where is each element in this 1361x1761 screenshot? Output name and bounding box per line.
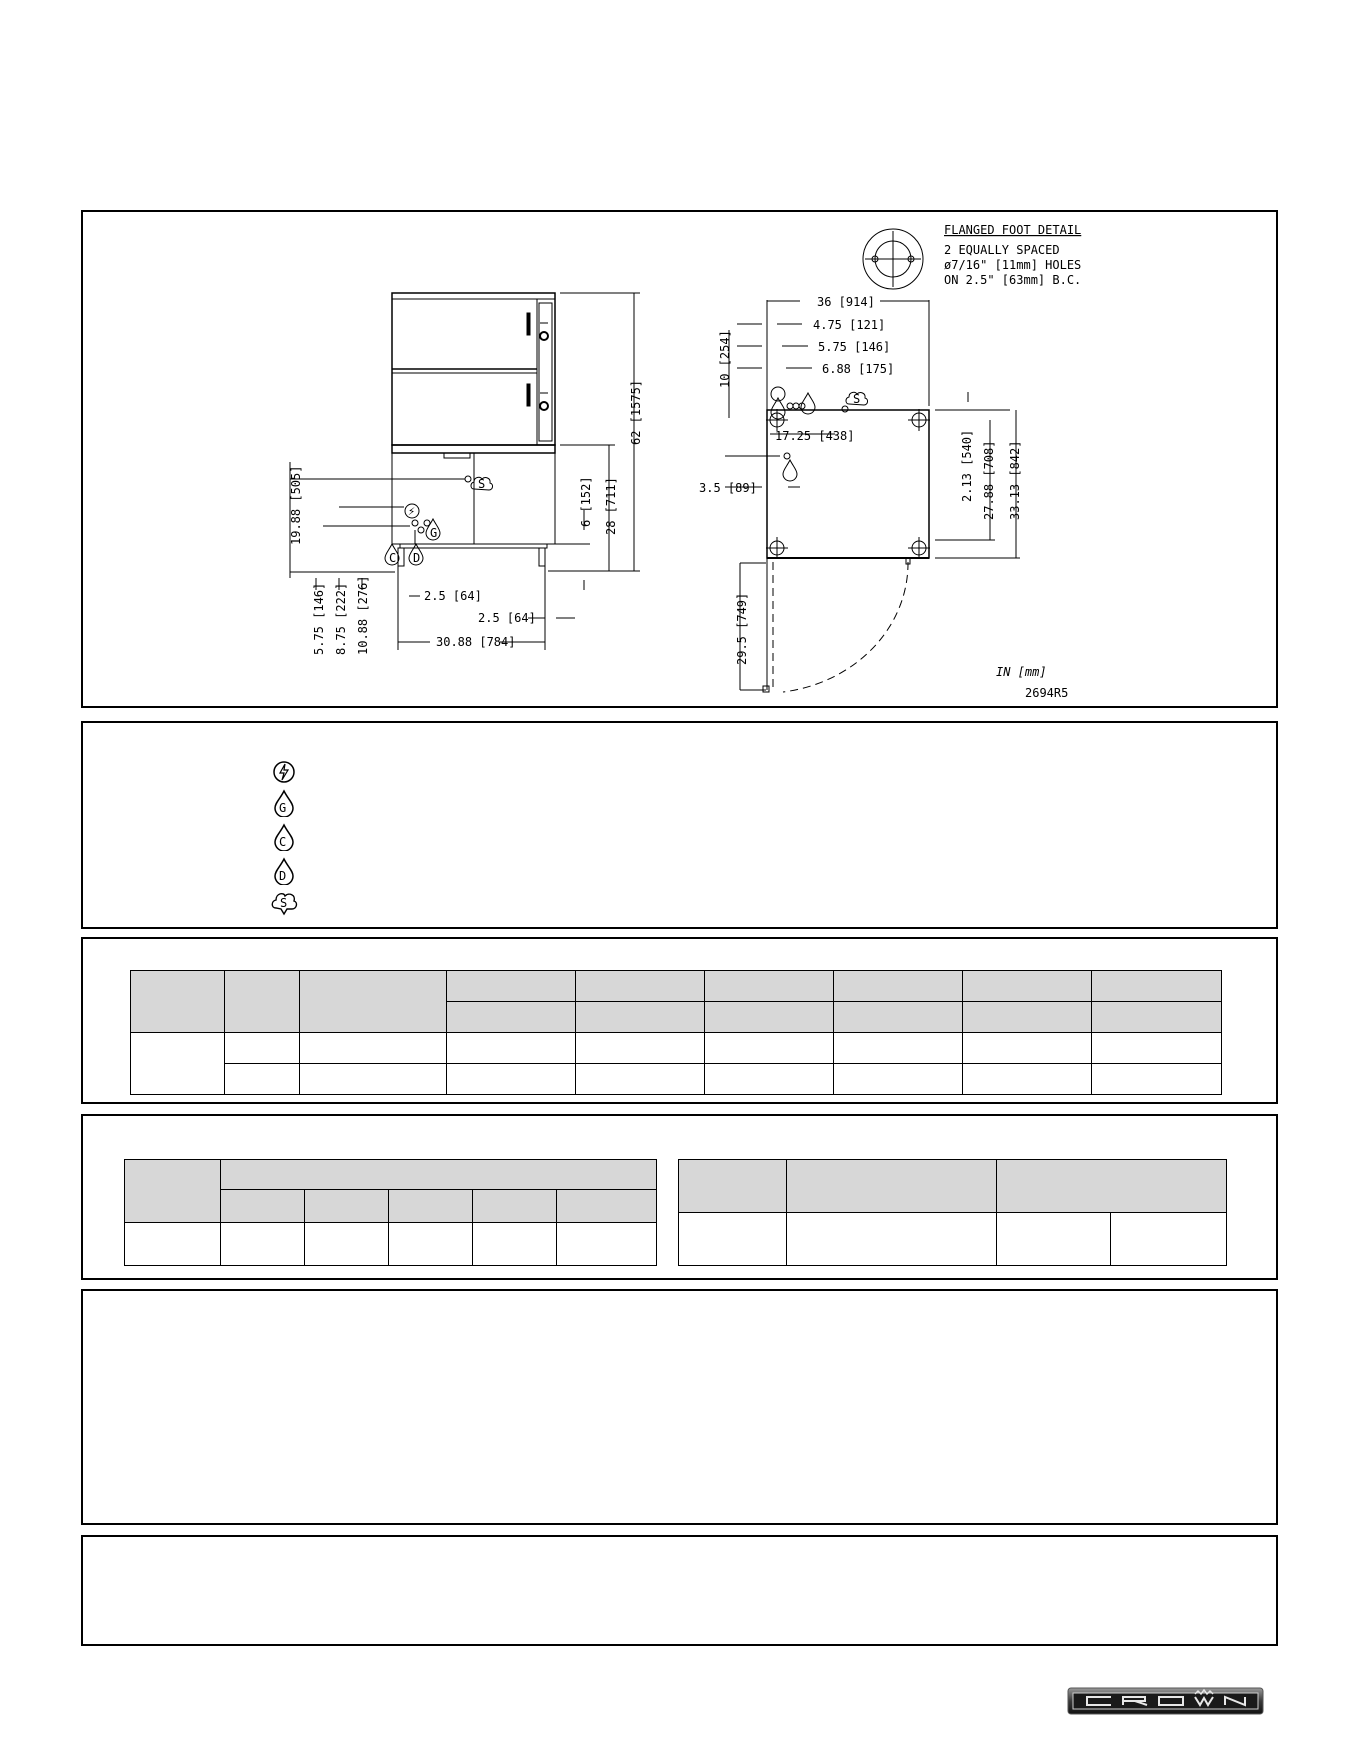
table-cell <box>447 1064 576 1095</box>
table-cell <box>557 1223 657 1266</box>
table-header-cell <box>1092 971 1222 1002</box>
dim-plan-r1: 2.13 [540] <box>960 429 974 502</box>
table-header-cell <box>576 971 705 1002</box>
front-elevation <box>289 293 643 655</box>
table-cell <box>225 1064 300 1095</box>
table-cell <box>576 1064 705 1095</box>
flange-line-2: ø7/16" [11mm] HOLES <box>944 258 1082 272</box>
table-header-cell <box>447 1002 576 1033</box>
connection-legend <box>81 721 1278 929</box>
electrical-spec-table <box>130 970 1222 1095</box>
table-cell <box>834 1064 963 1095</box>
cold-water-icon <box>269 823 299 851</box>
dim-width: 30.88 [784] <box>436 635 516 649</box>
table-header-cell <box>705 971 834 1002</box>
table-cell <box>705 1064 834 1095</box>
crown-logo <box>1067 1686 1264 1716</box>
electrical-spec-panel <box>81 937 1278 1104</box>
table-cell <box>963 1064 1092 1095</box>
notes-panel <box>81 1289 1278 1525</box>
drain-icon <box>269 857 299 885</box>
table-cell <box>300 1064 447 1095</box>
dim-leg-height: 6 [152] <box>579 476 593 527</box>
dim-plan-d3: 6.88 [175] <box>822 362 895 376</box>
steam-letter: S <box>280 896 288 910</box>
dimension-drawing <box>83 212 1276 706</box>
water-spec-table <box>124 1159 657 1266</box>
table-header-cell <box>963 971 1092 1002</box>
table-header-cell <box>225 971 300 1033</box>
table-header-cell <box>473 1190 557 1223</box>
units-label: IN [mm] <box>996 665 1047 679</box>
table-cell <box>389 1223 473 1266</box>
dim-plan-d4: 17.25 [438] <box>775 429 855 443</box>
dim-left-offset: 2.5 [64] <box>424 589 482 603</box>
table-header-cell <box>125 1160 221 1223</box>
table-row <box>131 1033 1222 1064</box>
table-cell <box>1111 1213 1227 1266</box>
dim-left-height: 19.88 [505] <box>289 465 303 545</box>
table-header-cell <box>221 1190 305 1223</box>
table-header-cell <box>557 1190 657 1223</box>
flange-line-1: 2 EQUALLY SPACED <box>944 243 1060 257</box>
dim-plan-r3: 33.13 [842] <box>1008 440 1022 520</box>
svg-text:C: C <box>389 551 397 565</box>
drain-letter: D <box>279 869 287 883</box>
dim-c: 10.88 [276] <box>356 575 370 655</box>
table-row <box>125 1223 657 1266</box>
table-cell <box>300 1033 447 1064</box>
svg-text:⚡: ⚡ <box>408 504 416 518</box>
table-cell <box>225 1033 300 1064</box>
table-header-cell <box>1092 1002 1222 1033</box>
cold-letter: C <box>279 835 287 849</box>
dim-height-total: 62 [1575] <box>629 379 643 445</box>
table-cell <box>447 1033 576 1064</box>
svg-text:D: D <box>413 551 421 565</box>
dim-plan-r2: 27.88 [708] <box>982 440 996 520</box>
table-row <box>125 1160 657 1190</box>
svg-text:S: S <box>853 392 861 406</box>
dim-a: 5.75 [146] <box>312 582 326 655</box>
table-header-cell <box>787 1160 997 1213</box>
table-row <box>679 1160 1227 1213</box>
table-cell <box>576 1033 705 1064</box>
gas-icon <box>269 789 299 817</box>
table-cell <box>131 1033 225 1095</box>
dim-right-offset: 2.5 [64] <box>478 611 536 625</box>
svg-text:S: S <box>478 477 486 491</box>
table-header-cell <box>834 1002 963 1033</box>
dim-b: 8.75 [222] <box>334 582 348 655</box>
steam-icon <box>269 889 299 917</box>
drawing-panel <box>81 210 1278 708</box>
table-header-cell <box>963 1002 1092 1033</box>
drawing-number: 2694R5 <box>1025 686 1069 700</box>
table-header-cell <box>389 1190 473 1223</box>
table-cell <box>834 1033 963 1064</box>
table-cell <box>1092 1033 1222 1064</box>
flange-title: FLANGED FOOT DETAIL <box>944 223 1082 237</box>
table-cell <box>221 1223 305 1266</box>
dim-plan-d5: 3.5 [89] <box>699 481 757 495</box>
table-header-cell <box>705 1002 834 1033</box>
table-cell <box>679 1213 787 1266</box>
footer-panel <box>81 1535 1278 1646</box>
dim-height-base: 28 [711] <box>604 477 618 535</box>
dim-plan-width: 36 [914] <box>817 295 875 309</box>
table-cell <box>1092 1064 1222 1095</box>
table-cell <box>963 1033 1092 1064</box>
electric-icon <box>269 758 299 786</box>
table-header-cell <box>576 1002 705 1033</box>
table-row <box>131 971 1222 1002</box>
dim-plan-d2: 5.75 [146] <box>818 340 891 354</box>
dim-plan-d1: 4.75 [121] <box>813 318 886 332</box>
table-header-cell <box>221 1160 657 1190</box>
table-row <box>131 1064 1222 1095</box>
dim-door-swing: 29.5 [749] <box>735 592 749 665</box>
table-header-cell <box>679 1160 787 1213</box>
table-header-cell <box>300 971 447 1033</box>
plan-view <box>699 295 1022 692</box>
dim-plan-depth: 10 [254] <box>718 330 732 388</box>
gas-spec-table <box>678 1159 1227 1266</box>
table-cell <box>997 1213 1111 1266</box>
table-row <box>679 1213 1227 1266</box>
gas-letter: G <box>279 801 287 815</box>
table-header-cell <box>834 971 963 1002</box>
table-header-cell <box>447 971 576 1002</box>
svg-text:G: G <box>430 526 438 540</box>
table-cell <box>473 1223 557 1266</box>
table-cell <box>787 1213 997 1266</box>
table-cell <box>125 1223 221 1266</box>
table-cell <box>705 1033 834 1064</box>
flange-line-3: ON 2.5" [63mm] B.C. <box>944 273 1082 287</box>
utility-spec-panel <box>81 1114 1278 1280</box>
table-header-cell <box>997 1160 1227 1213</box>
table-header-cell <box>305 1190 389 1223</box>
table-header-cell <box>131 971 225 1033</box>
table-cell <box>305 1223 389 1266</box>
